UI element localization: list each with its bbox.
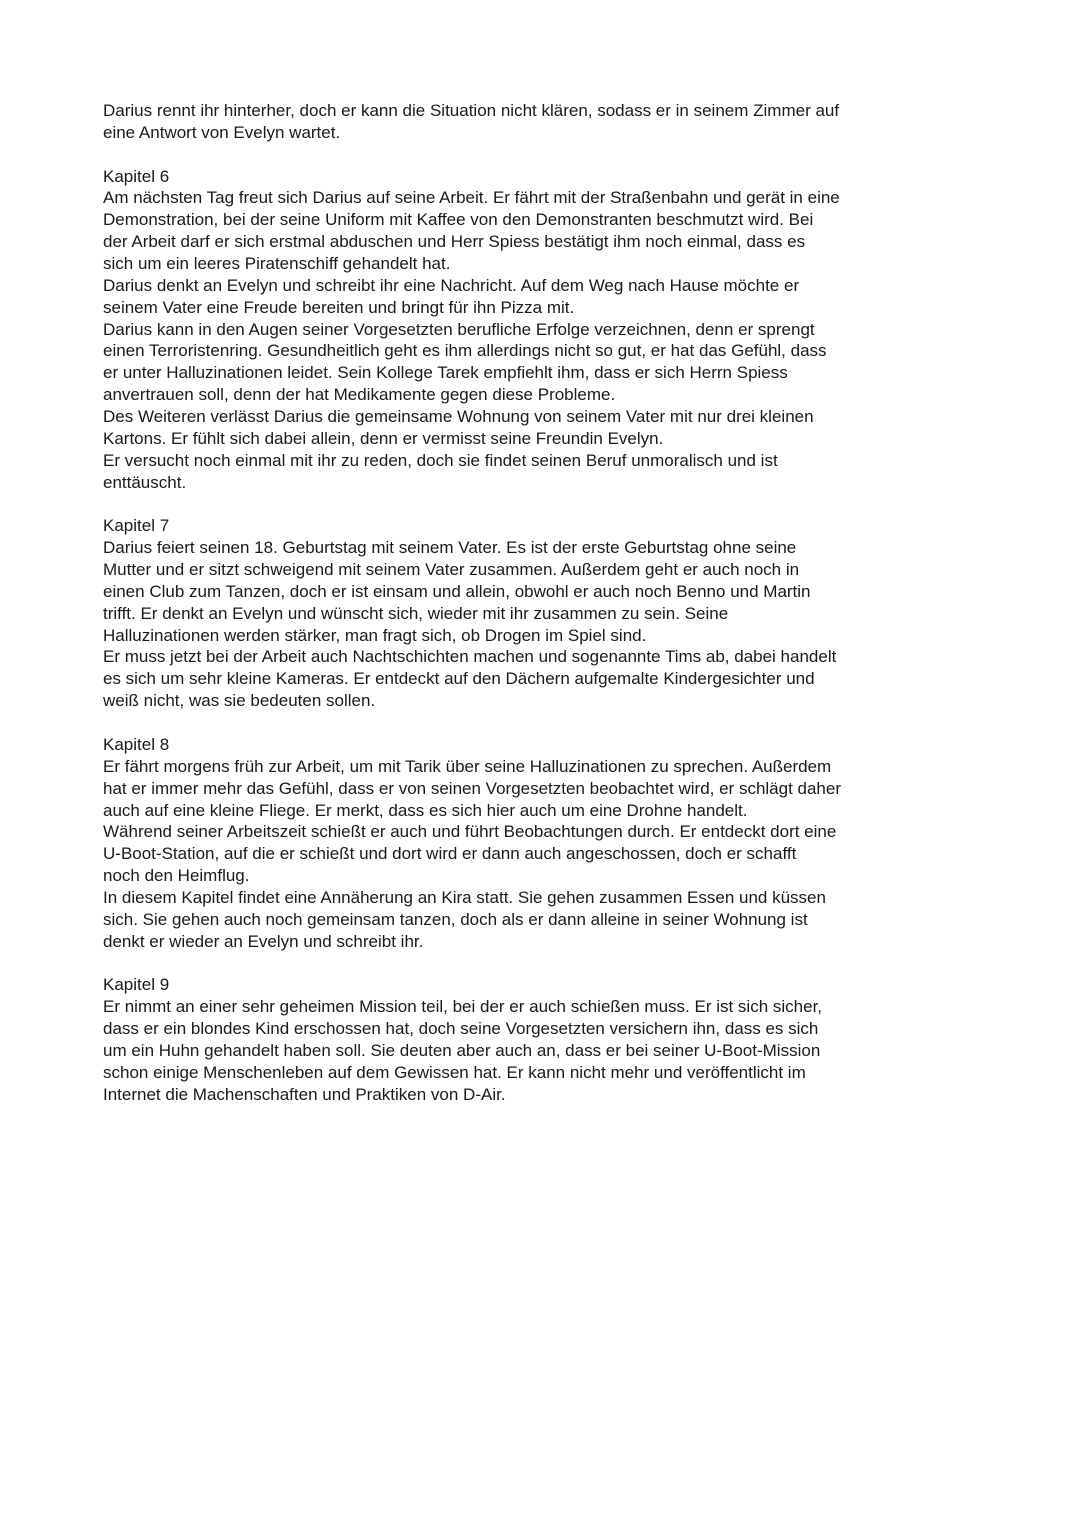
section-kapitel-8 bbox=[103, 734, 1043, 953]
text-line: Kartons. Er fühlt sich dabei allein, denn er vermisst seine Freundin Evelyn. bbox=[103, 428, 664, 448]
text-line: Er nimmt an einer sehr geheimen Mission teil, bei der er auch schießen muss. Er ist sich sicher, bbox=[103, 997, 823, 1017]
text-line: seinem Vater eine Freude bereiten und bringt für ihn Pizza mit. bbox=[103, 297, 575, 317]
text-line: Er muss jetzt bei der Arbeit auch Nachtschichten machen und sogenannte Tims ab, dabei handelt bbox=[103, 647, 837, 667]
text-line: noch den Heimflug. bbox=[103, 866, 250, 886]
text-line: anvertrauen soll, denn der hat Medikamente gegen diese Probleme. bbox=[103, 385, 616, 405]
text-line: Darius rennt ihr hinterher, doch er kann die Situation nicht klären, sodass er in seinem Zimmer auf bbox=[103, 101, 840, 120]
section-kapitel-7 bbox=[103, 515, 1043, 712]
text-line: Internet die Machenschaften und Praktiken von D-Air. bbox=[103, 1084, 506, 1104]
text-line: dass er ein blondes Kind erschossen hat, doch seine Vorgesetzten versichern ihn, dass es sich bbox=[103, 1019, 819, 1039]
section-heading: Kapitel 6 bbox=[103, 166, 170, 186]
text-line: Darius kann in den Augen seiner Vorgesetzten berufliche Erfolge verzeichnen, denn er sprengt bbox=[103, 319, 815, 339]
text-line: hat er immer mehr das Gefühl, dass er von seinen Vorgesetzten beobachtet wird, er schlägt daher bbox=[103, 778, 842, 798]
text-line: Während seiner Arbeitszeit schießt er auch und führt Beobachtungen durch. Er entdeckt dort eine bbox=[103, 822, 837, 842]
text-line: enttäuscht. bbox=[103, 472, 187, 492]
section-heading: Kapitel 7 bbox=[103, 516, 170, 536]
text-line: Des Weiteren verlässt Darius die gemeinsame Wohnung von seinem Vater mit nur drei kleinen bbox=[103, 407, 814, 427]
text-line: schon einige Menschenleben auf dem Gewissen hat. Er kann nicht mehr und veröffentlicht im bbox=[103, 1062, 806, 1082]
text-line: sich. Sie gehen auch noch gemeinsam tanzen, doch als er dann alleine in seiner Wohnung ist bbox=[103, 909, 808, 929]
text-line: In diesem Kapitel findet eine Annäherung an Kira statt. Sie gehen zusammen Essen und küssen bbox=[103, 887, 826, 907]
section-heading: Kapitel 9 bbox=[103, 975, 170, 995]
text-line: auch auf eine kleine Fliege. Er merkt, dass es sich hier auch um eine Drohne handelt. bbox=[103, 800, 748, 820]
section-kapitel-9 bbox=[103, 974, 1043, 1105]
section-intro bbox=[103, 100, 1043, 144]
text-line: es sich um sehr kleine Kameras. Er entdeckt auf den Dächern aufgemalte Kindergesichter und bbox=[103, 669, 815, 689]
text-line: einen Terroristenring. Gesundheitlich geht es ihm allerdings nicht so gut, er hat das Gefühl, dass bbox=[103, 341, 827, 361]
text-line: Darius feiert seinen 18. Geburtstag mit seinem Vater. Es ist der erste Geburtstag ohne seine bbox=[103, 538, 797, 558]
text-line: Mutter und er sitzt schweigend mit seinem Vater zusammen. Außerdem geht er auch noch in bbox=[103, 560, 800, 580]
text-line: U-Boot-Station, auf die er schießt und dort wird er dann auch angeschossen, doch er schafft bbox=[103, 844, 797, 864]
text-line: eine Antwort von Evelyn wartet. bbox=[103, 122, 341, 142]
section-heading: Kapitel 8 bbox=[103, 734, 170, 754]
section-kapitel-6 bbox=[103, 166, 1043, 494]
text-line: trifft. Er denkt an Evelyn und wünscht sich, wieder mit ihr zusammen zu sein. Seine bbox=[103, 603, 729, 623]
text-line: Halluzinationen werden stärker, man fragt sich, ob Drogen im Spiel sind. bbox=[103, 625, 647, 645]
text-line: Er versucht noch einmal mit ihr zu reden, doch sie findet seinen Beruf unmoralisch und ist bbox=[103, 450, 778, 470]
text-line: um ein Huhn gehandelt haben soll. Sie deuten aber auch an, dass er bei seiner U-Boot-Mission bbox=[103, 1040, 821, 1060]
text-line: sich um ein leeres Piratenschiff gehandelt hat. bbox=[103, 254, 451, 274]
document-text bbox=[103, 100, 1043, 1106]
text-line: Am nächsten Tag freut sich Darius auf seine Arbeit. Er fährt mit der Straßenbahn und gerät in eine bbox=[103, 188, 840, 208]
text-line: einen Club zum Tanzen, doch er ist einsam und allein, obwohl er auch noch Benno und Martin bbox=[103, 581, 811, 601]
text-line: Er fährt morgens früh zur Arbeit, um mit Tarik über seine Halluzinationen zu sprechen. Außerdem bbox=[103, 756, 832, 776]
text-line: denkt er wieder an Evelyn und schreibt ihr. bbox=[103, 931, 424, 951]
text-line: weiß nicht, was sie bedeuten sollen. bbox=[103, 691, 376, 711]
text-line: er unter Halluzinationen leidet. Sein Kollege Tarek empfiehlt ihm, dass er sich Herrn Spiess bbox=[103, 363, 788, 383]
text-line: Demonstration, bei der seine Uniform mit Kaffee von den Demonstranten beschmutzt wird. Bei bbox=[103, 210, 814, 230]
text-line: der Arbeit darf er sich erstmal abduschen und Herr Spiess bestätigt ihm noch einmal, dass es bbox=[103, 232, 806, 252]
text-line: Darius denkt an Evelyn und schreibt ihr eine Nachricht. Auf dem Weg nach Hause möchte er bbox=[103, 275, 800, 295]
